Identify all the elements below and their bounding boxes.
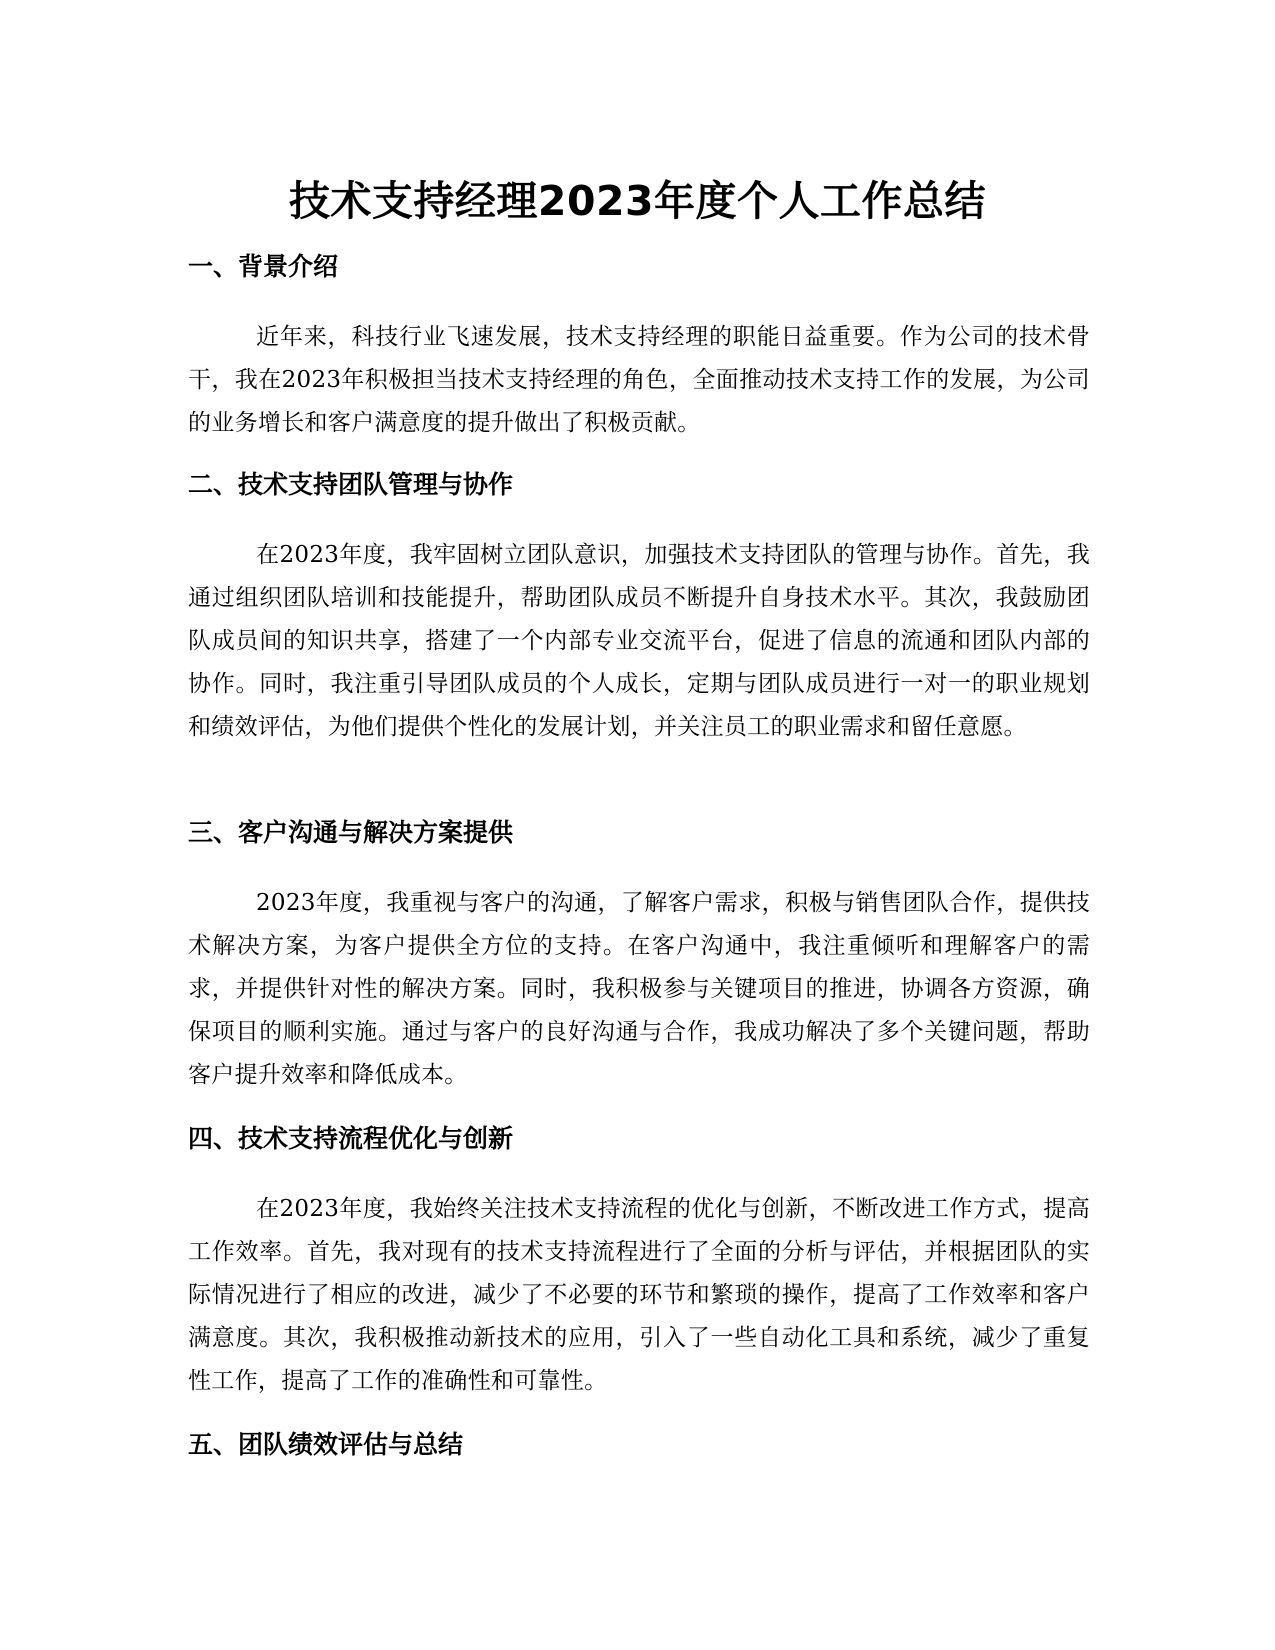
- section-customer-communication: [188, 816, 1090, 1097]
- section-paragraph: 在2023年度，我始终关注技术支持流程的优化与创新，不断改进工作方式，提高工作效率。首先，我对现有的技术支持流程进行了全面的分析与评估，并根据团队的实际情况进行了相应的改进，减少了不必要的环节和繁琐的操作，提高了工作效率和客户满意度。其次，我积极推动新技术的应用，引入了一些自动化工具和系统，减少了重复性工作，提高了工作的准确性和可靠性。: [188, 1196, 1090, 1394]
- section-team-management: [188, 468, 1090, 749]
- section-heading: 一、背景介绍: [188, 252, 339, 281]
- section-performance-review: [188, 1428, 1090, 1462]
- section-process-optimization: [188, 1122, 1090, 1403]
- section-paragraph: 2023年度，我重视与客户的沟通，了解客户需求，积极与销售团队合作，提供技术解决方案，为客户提供全方位的支持。在客户沟通中，我注重倾听和理解客户的需求，并提供针对性的解决方案。同时，我积极参与关键项目的推进，协调各方资源，确保项目的顺利实施。通过与客户的良好沟通与合作，我成功解决了多个关键问题，帮助客户提升效率和降低成本。: [188, 890, 1090, 1088]
- section-paragraph: 近年来，科技行业飞速发展，技术支持经理的职能日益重要。作为公司的技术骨干，我在2023年积极担当技术支持经理的角色，全面推动技术支持工作的发展，为公司的业务增长和客户满意度的提升做出了积极贡献。: [188, 324, 1090, 436]
- section-heading: 四、技术支持流程优化与创新: [188, 1124, 514, 1153]
- section-background: [188, 250, 1090, 445]
- section-paragraph: 在2023年度，我牢固树立团队意识，加强技术支持团队的管理与协作。首先，我通过组织团队培训和技能提升，帮助团队成员不断提升自身技术水平。其次，我鼓励团队成员间的知识共享，搭建了一个内部专业交流平台，促进了信息的流通和团队内部的协作。同时，我注重引导团队成员的个人成长，定期与团队成员进行一对一的职业规划和绩效评估，为他们提供个性化的发展计划，并关注员工的职业需求和留任意愿。: [188, 542, 1090, 740]
- section-heading: 五、团队绩效评估与总结: [188, 1430, 464, 1459]
- document-title: 技术支持经理2023年度个人工作总结: [288, 177, 987, 226]
- section-heading: 二、技术支持团队管理与协作: [188, 470, 514, 499]
- section-heading: 三、客户沟通与解决方案提供: [188, 818, 514, 847]
